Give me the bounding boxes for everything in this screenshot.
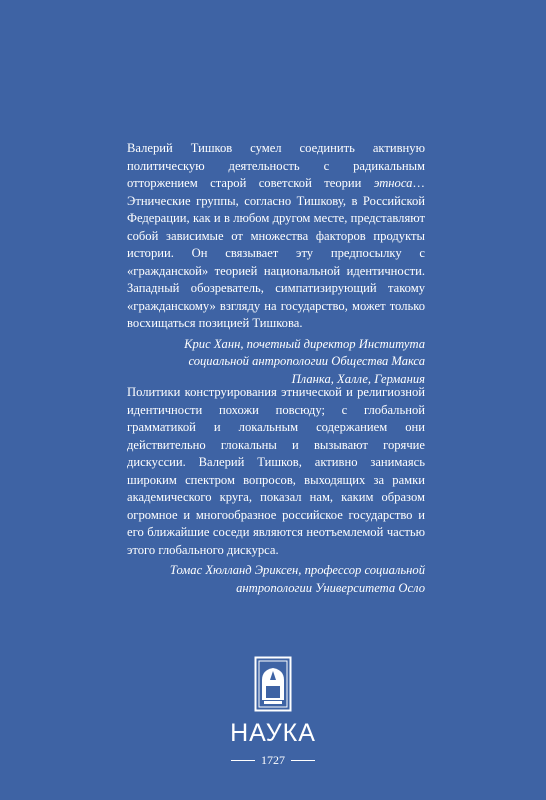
quote-1-attribution (127, 336, 425, 389)
publisher-year: 1727 (261, 753, 285, 767)
quote-1-attribution-line-2: социальной антропологии Общества Макса (188, 354, 425, 368)
quote-1-italic-term: этноса (373, 176, 413, 190)
review-quote-1 (127, 140, 425, 388)
quote-1-text-part2: … Этнические группы, согласно Тишкову, в Российской Федерации, как и в любом другом месте, представляют собой зависимые от множества факторов продукты истории. Он связывает эту предпосылку с «гражданской» теорией национальной идентичности. Западный обозреватель, симпатизирующий такому «гражданскому» взгляду на государство, может только восхищаться позицией Тишкова. (127, 176, 425, 330)
publisher-name: НАУКА (230, 719, 316, 747)
publisher-logo (0, 656, 546, 768)
quote-2-text: Политики конструирования этнической и религиозной идентичности похожи повсюду; с глобальной грамматикой и локальным содержанием они действительно глокальны и вызывают горячие дискуссии. Валерий Тишков, активно занимаясь широким спектром вопросов, выходящих за рамки академического круга, показал нам, каким образом огромное и многообразное российское государство и его ближайшие соседи являются неотъемлемой частью этого глобального дискурса. (127, 385, 425, 557)
quote-1-attribution-line-3: Планка, Халле, Германия (291, 371, 425, 386)
publisher-emblem-icon (254, 656, 292, 712)
year-rule-left (231, 760, 255, 761)
quote-2-attribution (127, 562, 425, 597)
quote-1-text (127, 140, 425, 333)
quote-2-attribution-line-2: антропологии Университета Осло (236, 580, 425, 595)
quote-1-attribution-line-1: Крис Ханн, почетный директор Института (184, 336, 425, 351)
publisher-year-row (0, 753, 546, 768)
quote-1-text-part1: Валерий Тишков сумел соединить активную политическую деятельность с радикальным отторжением старой советской теории (127, 141, 425, 190)
year-rule-right (291, 760, 315, 761)
quote-2-attribution-line-1: Томас Хюлланд Эриксен, профессор социальной (169, 563, 425, 577)
review-quote-2 (127, 384, 425, 597)
